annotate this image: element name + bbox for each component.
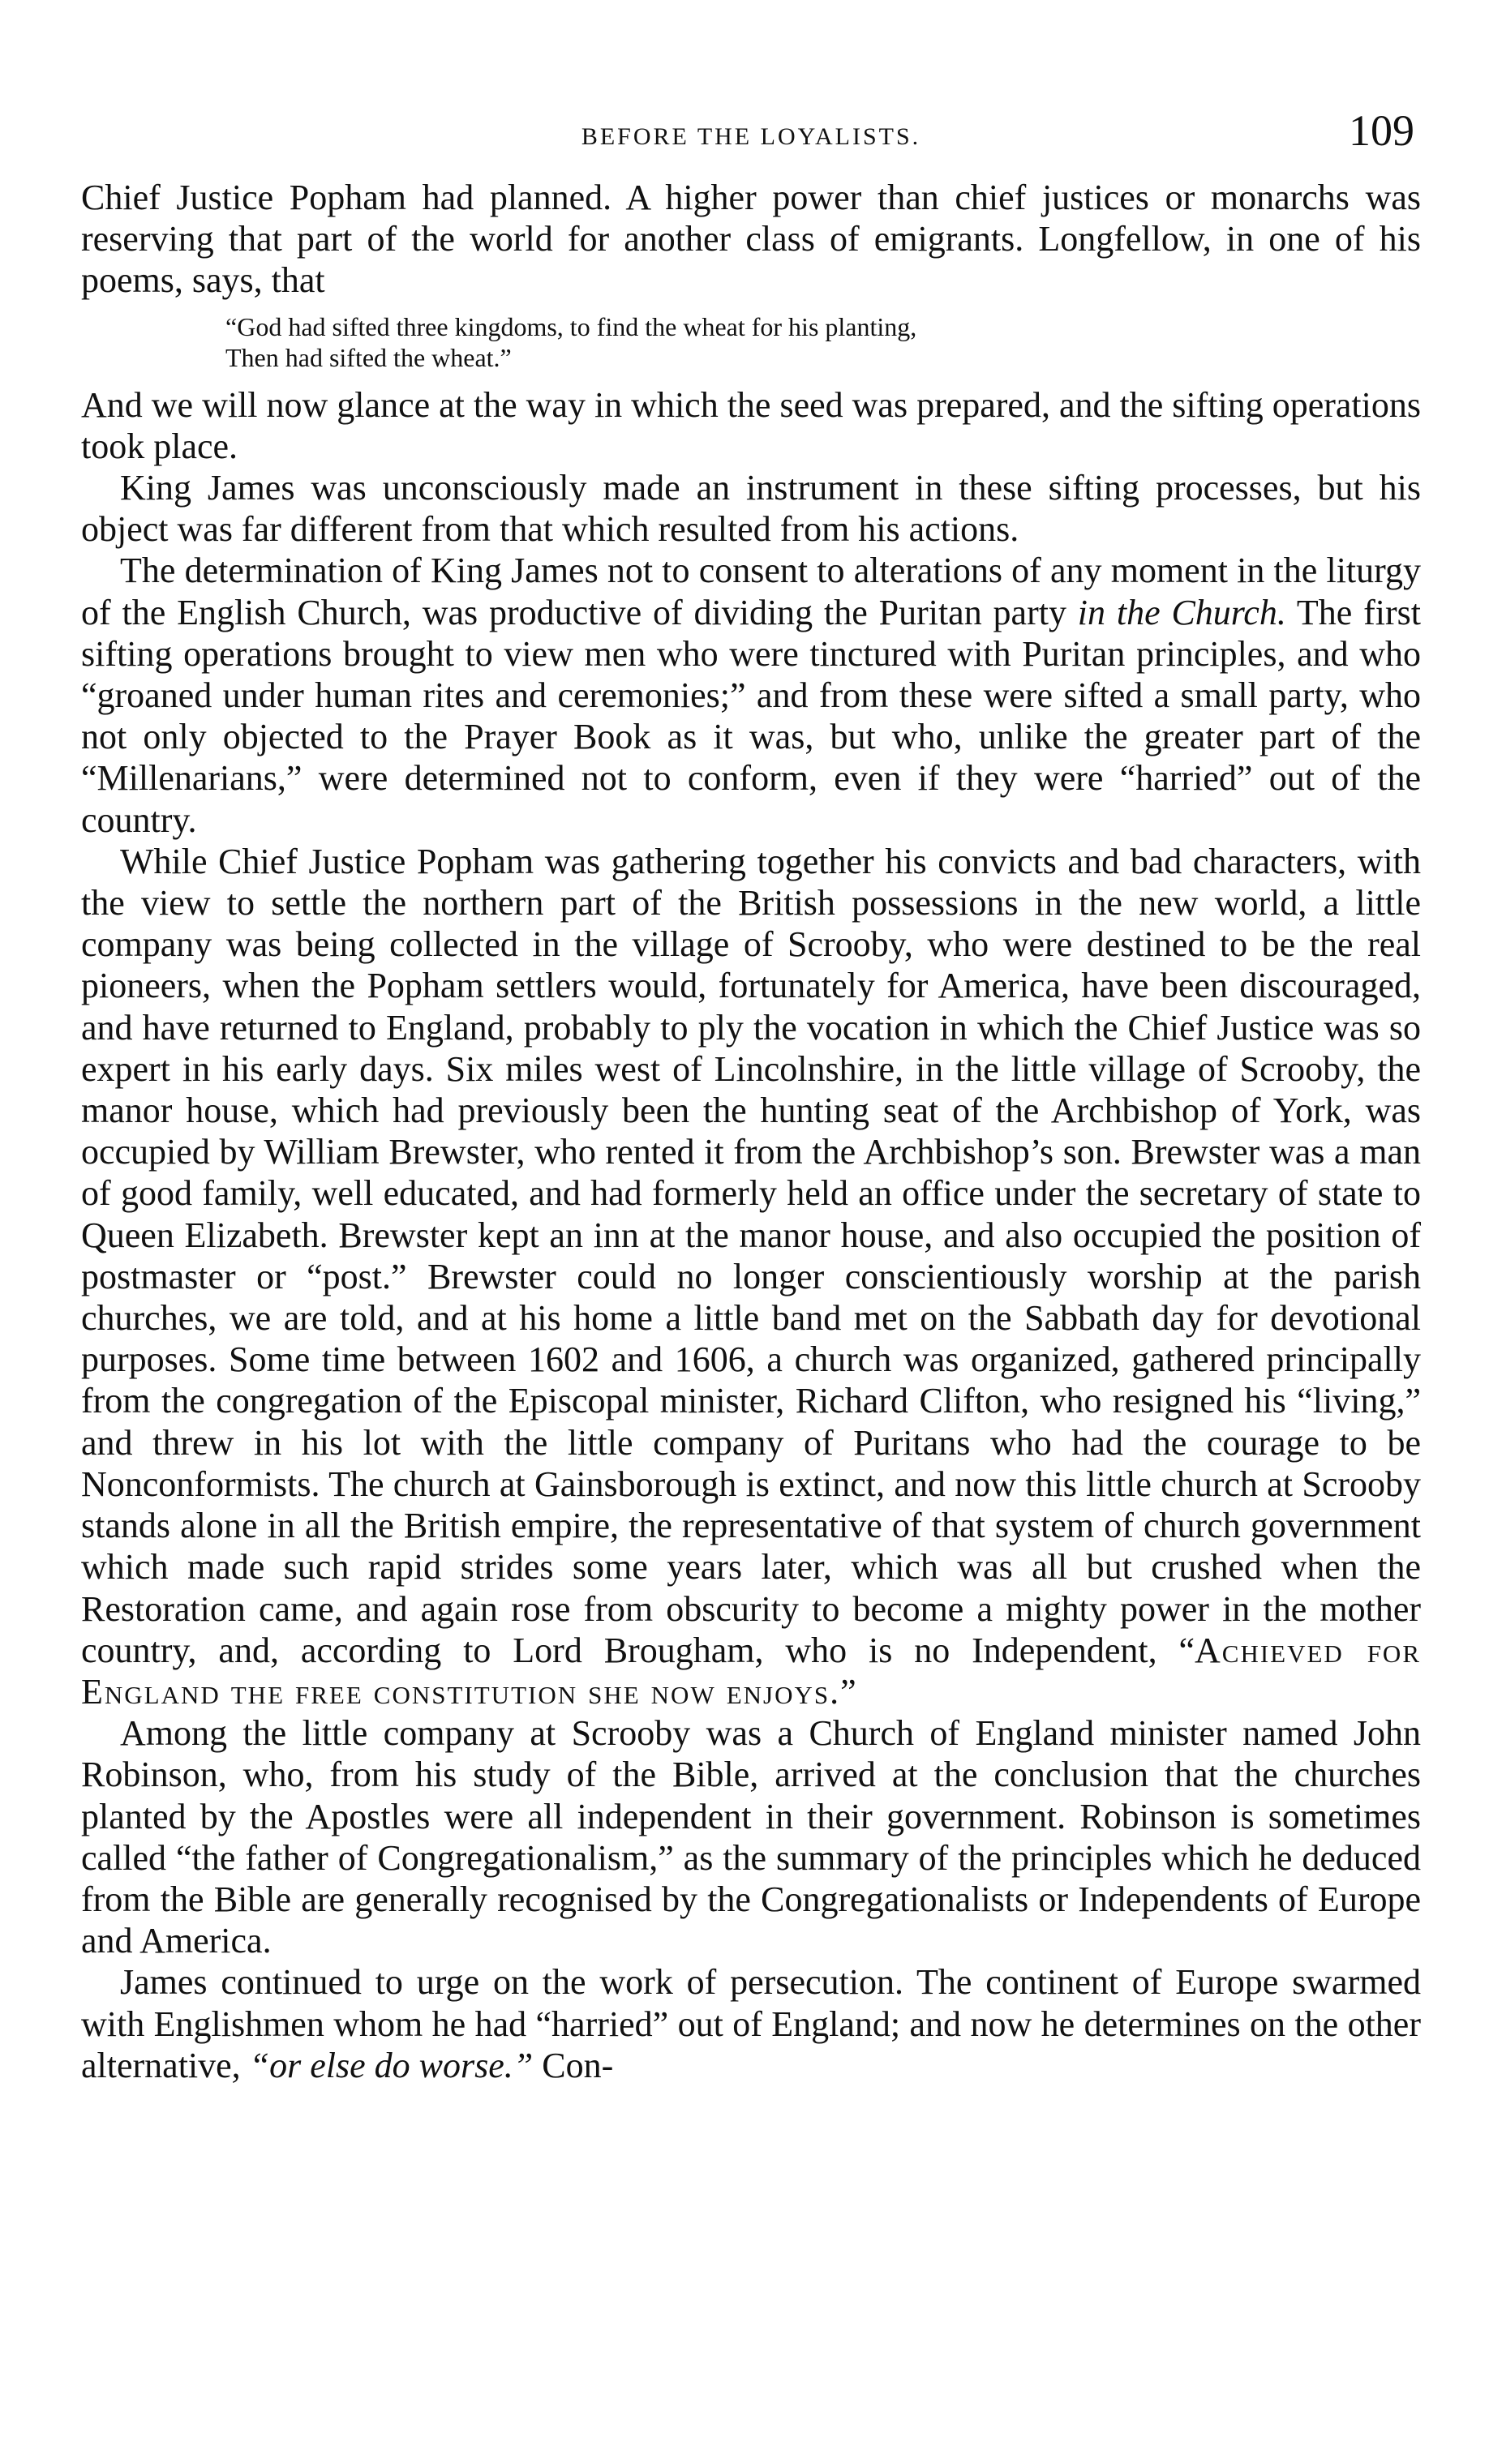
paragraph-5-text-a: While Chief Justice Popham was gathering together his convicts and bad characters, with the view to settle the northern part of the British possessions in the new world, a little company was being collected in the village of Scrooby, who were destined to be the real pioneers, when the Popham settlers would, fortunately for America, have been discouraged, and have returned to England, probably to ply the vocation in which the Chief Justice was so expert in his early days. Six miles west of Lincolnshire, in the little village of Scrooby, the manor house, which had previously been the hunting seat of the Archbishop of York, was occupied by William Brewster, who rented it from the Archbishop’s son. Brewster was a man of good family, well educated, and had formerly held an office under the secretary of state to Queen Elizabeth. Brewster kept an inn at the manor house, and also occupied the position of postmaster or “post.” Brewster could no longer conscientiously worship at the parish churches, we are told, and at his home a little band met on the Sabbath day for devotional purposes. Some time between 1602 and 1606, a church was organized, gathered principally from the congregation of the Episcopal minister, Richard Clifton, who resigned his “living,” and threw in his lot with the little company of Puritans who had the courage to be Nonconformists. The church at Gainsborough is extinct, and now this little church at Scrooby stands alone in all the British empire, the representative of that system of church government which made such rapid strides some years later, which was all but crushed when the Restoration came, and again rose from obscurity to become a mighty power in the mother country, and, according to Lord Brougham, who is no Independent, “ bbox=[81, 841, 1421, 1670]
paragraph-7-italic: “or else do worse.” bbox=[249, 2045, 534, 2085]
paragraph-7-text-b: Con- bbox=[533, 2045, 614, 2085]
paragraph-3: King James was unconsciously made an instrument in these sifting processes, but his object was far different from that which resulted from his actions. bbox=[81, 468, 1421, 550]
longfellow-quote bbox=[225, 311, 1421, 373]
paragraph-7-text-a: James continued to urge on the work of persecution. The continent of Europe swarmed with Englishmen whom he had “harried” out of England; and now he determines on the other alternative, bbox=[81, 1962, 1421, 2085]
page-body bbox=[81, 177, 1421, 2086]
paragraph-7 bbox=[81, 1961, 1421, 2086]
quote-line-1: “God had sifted three kingdoms, to find the wheat for his planting, bbox=[225, 311, 917, 341]
paragraph-6: Among the little company at Scrooby was a Church of England minister named John Robinson, who, from his study of the Bible, arrived at the conclusion that the churches planted by the Apostles were all independent in their government. Robinson is sometimes called “the father of Congregationalism,” as the summary of the principles which he deduced from the Bible are generally recognised by the Congregationalists or Independents of Europe and America. bbox=[81, 1713, 1421, 1961]
paragraph-4-italic: in the Church. bbox=[1077, 592, 1286, 632]
page-number: 109 bbox=[1349, 106, 1414, 155]
running-title: BEFORE THE LOYALISTS. bbox=[581, 123, 921, 150]
paragraph-2: And we will now glance at the way in which the seed was prepared, and the sifting operations took place. bbox=[81, 384, 1421, 466]
paragraph-5 bbox=[81, 841, 1421, 1712]
paragraph-4-text-b: The first sifting operations brought to view men who were tinctured with Puritan principles, and who “groaned under human rites and ceremonies;” and from these were sifted a small party, who not only objected to the Prayer Book as it was, but who, unlike the greater part of the “Millenarians,” were determined not to conform, even if they were “harried” out of the country. bbox=[81, 592, 1421, 840]
paragraph-4-text-a: The determination of King James not to consent to alterations of any moment in the liturgy of the English Church, was productive of dividing the Puritan party bbox=[81, 551, 1421, 632]
quote-line-2: Then had sifted the wheat.” bbox=[225, 342, 512, 372]
book-page bbox=[81, 105, 1421, 2086]
running-header bbox=[81, 105, 1421, 162]
paragraph-1: Chief Justice Popham had planned. A higher power than chief justices or monarchs was reserving that part of the world for another class of emigrants. Longfellow, in one of his poems, says, that bbox=[81, 178, 1421, 301]
paragraph-4 bbox=[81, 550, 1421, 840]
paragraph-5-text-b: ” bbox=[840, 1671, 856, 1712]
brougham-quote-smallcaps: Achieved for England the free constitution she now enjoys. bbox=[81, 1630, 1421, 1712]
